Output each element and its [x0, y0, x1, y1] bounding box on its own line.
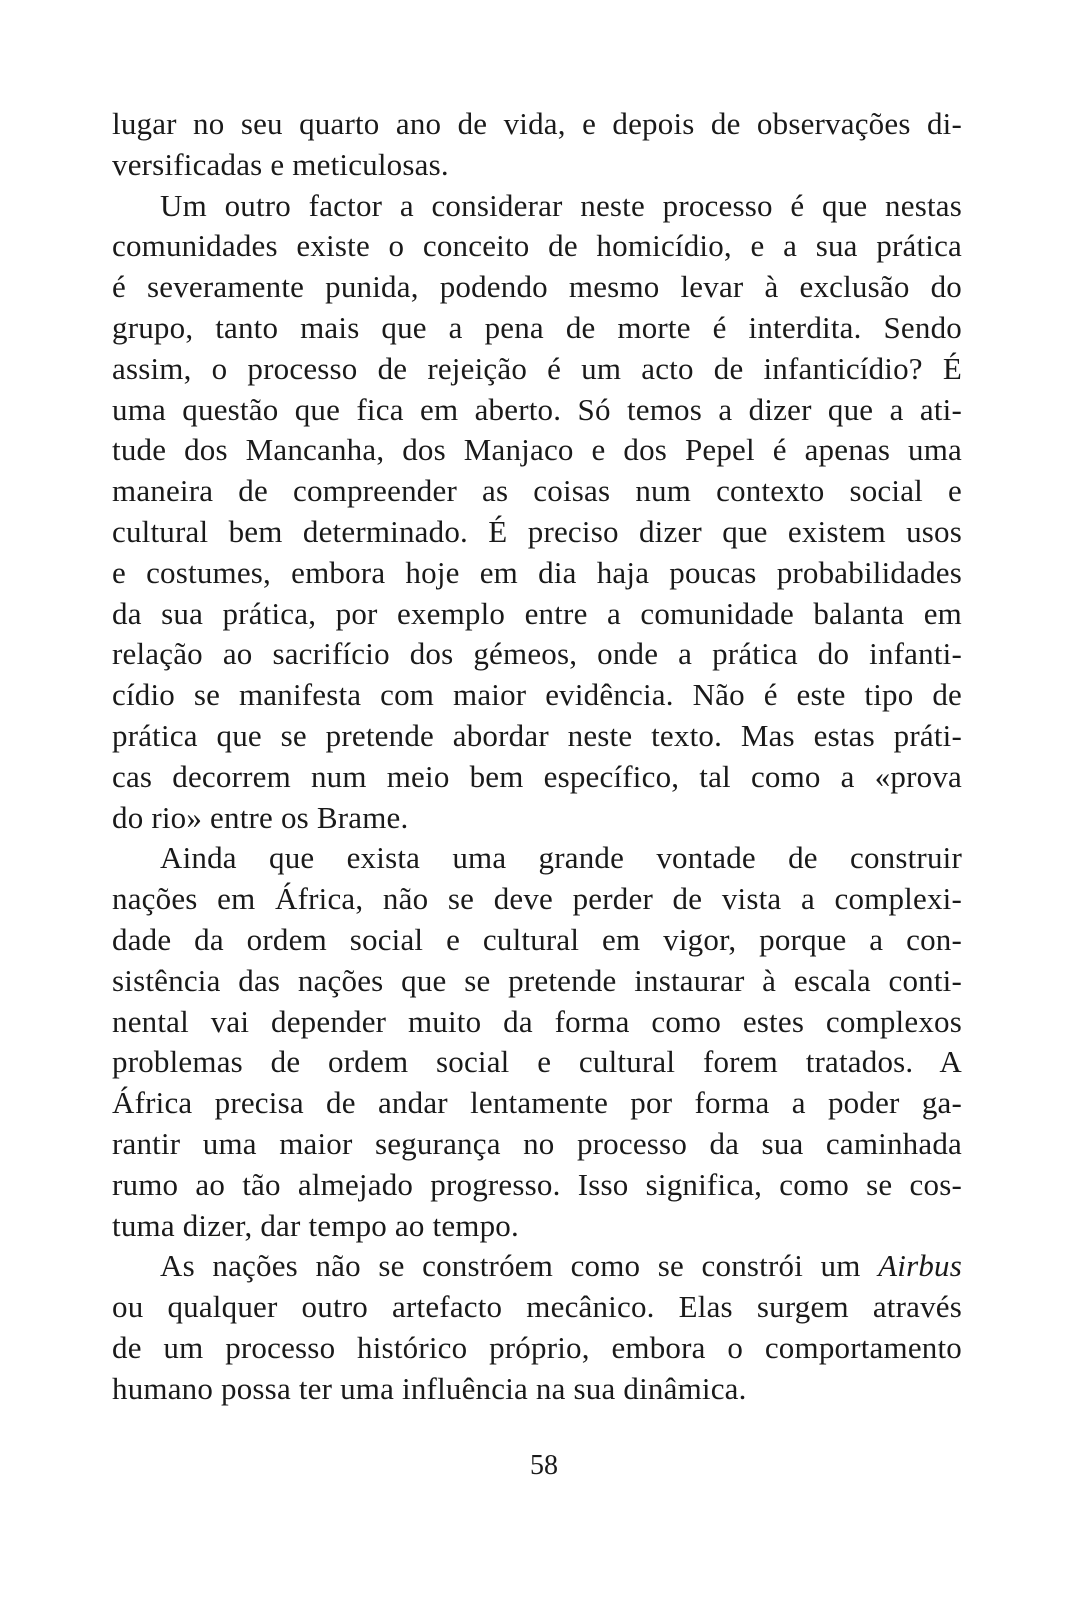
text-line: cultural bem determinado. É preciso dizer que existem usos — [112, 513, 962, 549]
text-line: ou qualquer outro artefacto mecânico. Elas surgem através — [112, 1289, 962, 1325]
text-line: lugar no seu quarto ano de vida, e depois de observações di- — [112, 106, 962, 141]
text-line: comunidades existe o conceito de homicídio, e a sua prática — [112, 228, 962, 264]
text-line: da sua prática, por exemplo entre a comunidade balanta em — [112, 595, 962, 631]
text-line: África precisa de andar lentamente por forma a poder ga- — [112, 1085, 962, 1121]
text-line: relação ao sacrifício dos gémeos, onde a prática do infanti- — [112, 636, 962, 672]
text-line: grupo, tanto mais que a pena de morte é interdita. Sendo — [112, 309, 962, 345]
italic-term: Airbus — [878, 1248, 962, 1284]
text-line: nental vai depender muito da forma como estes complexos — [112, 1003, 962, 1039]
text-line: sistência das nações que se pretende instaurar à escala conti- — [112, 962, 962, 998]
text-line: tuma dizer, dar tempo ao tempo. — [112, 1207, 519, 1243]
page-number: 58 — [530, 1450, 558, 1481]
text-line: e costumes, embora hoje em dia haja poucas probabilidades — [112, 554, 962, 590]
text-line: problemas de ordem social e cultural forem tratados. A — [112, 1044, 962, 1080]
text-line: assim, o processo de rejeição é um acto de infanticídio? É — [112, 350, 962, 386]
text-line: rantir uma maior segurança no processo da sua caminhada — [112, 1125, 962, 1161]
text-line: de um processo histórico próprio, embora o comportamento — [112, 1329, 962, 1365]
text-line: tude dos Mancanha, dos Manjaco e dos Pepel é apenas uma — [112, 432, 962, 468]
text-lines — [112, 104, 962, 1246]
text-line: Ainda que exista uma grande vontade de construir — [160, 840, 962, 876]
inline-text: As nações não se constróem como se constrói um — [160, 1248, 861, 1284]
text-line: cídio se manifesta com maior evidência. Não é este tipo de — [112, 677, 962, 713]
text-line: nações em África, não se deve perder de vista a complexi- — [112, 881, 962, 917]
text-line: é severamente punida, podendo mesmo levar à exclusão do — [112, 269, 962, 305]
body-text — [112, 104, 962, 1410]
text-line: prática que se pretende abordar neste texto. Mas estas práti- — [112, 717, 962, 753]
text-line — [112, 1246, 962, 1287]
text-line: cas decorrem num meio bem específico, tal como a «prova — [112, 758, 962, 794]
text-line: maneira de compreender as coisas num contexto social e — [112, 473, 962, 509]
text-line: do rio» entre os Brame. — [112, 799, 409, 835]
text-line: rumo ao tão almejado progresso. Isso significa, como se cos- — [112, 1166, 962, 1202]
text-line: uma questão que fica em aberto. Só temos a dizer que a ati- — [112, 391, 962, 427]
text-line: dade da ordem social e cultural em vigor, porque a con- — [112, 921, 962, 957]
text-line: humano possa ter uma influência na sua dinâmica. — [112, 1370, 747, 1406]
text-line: versificadas e meticulosas. — [112, 146, 449, 182]
text-line: Um outro factor a considerar neste processo é que nestas — [160, 187, 962, 223]
